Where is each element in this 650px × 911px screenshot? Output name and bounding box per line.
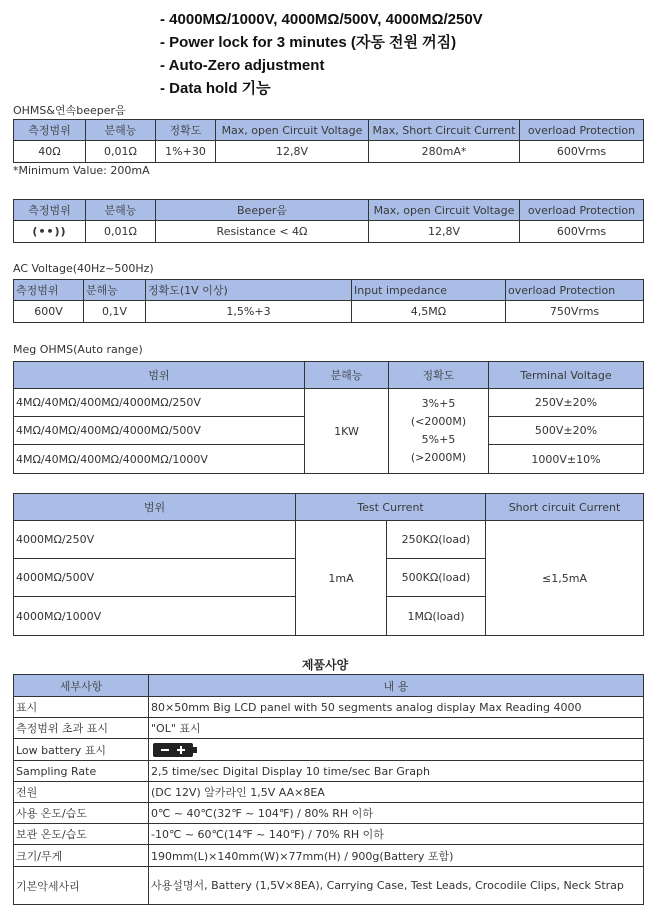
table-cell: 500KΩ(load) — [387, 559, 486, 597]
table-cell: 1KW — [305, 389, 389, 474]
ohms-caption: OHMS&연속beeper음 — [13, 104, 126, 117]
table-header: Max, Short Circuit Current — [369, 120, 520, 141]
spec-label: 크기/무게 — [14, 845, 149, 867]
feature-item: - Data hold 기능 — [160, 80, 271, 97]
table-cell: 4000MΩ/500V — [14, 559, 296, 597]
spec-label: 표시 — [14, 697, 149, 718]
table-cell: 1MΩ(load) — [387, 597, 486, 636]
table-header: Max, open Circuit Voltage — [216, 120, 369, 141]
table-header: Test Current — [296, 494, 486, 521]
table-cell: 4000MΩ/1000V — [14, 597, 296, 636]
spec-label: Sampling Rate — [14, 761, 149, 782]
table-row — [14, 389, 644, 417]
table-row — [14, 521, 644, 559]
spec-value: 0℃ ~ 40℃(32℉ ~ 104℉) / 80% RH 이하 — [149, 803, 644, 824]
table-header: 측정범위 — [14, 120, 86, 141]
spec-value: -10℃ ~ 60℃(14℉ ~ 140℉) / 70% RH 이하 — [149, 824, 644, 845]
table-cell: 1000V±10% — [489, 445, 644, 474]
table-cell: 600Vrms — [520, 221, 644, 243]
ohms-table — [13, 119, 644, 163]
ohms-note: *Minimum Value: 200mA — [13, 164, 150, 177]
table-cell: 600V — [14, 301, 84, 323]
table-header: overload Protection — [520, 200, 644, 221]
feature-item: - Auto-Zero adjustment — [160, 57, 325, 74]
accuracy-line: 5%+5 — [421, 433, 456, 446]
table-row — [14, 867, 644, 905]
table-cell: 40Ω — [14, 141, 86, 163]
table-header: Beeper음 — [156, 200, 369, 221]
spec-label: 사용 온도/습도 — [14, 803, 149, 824]
table-row — [14, 803, 644, 824]
table-header: overload Protection — [520, 120, 644, 141]
table-header: 분해능 — [86, 200, 156, 221]
spec-value: 사용설명서, Battery (1,5V×8EA), Carrying Case, Test Leads, Crocodile Clips, Neck Strap — [149, 867, 644, 905]
table-cell: 12,8V — [369, 221, 520, 243]
table-header: 분해능 — [84, 280, 146, 301]
table-cell: 4MΩ/40MΩ/400MΩ/4000MΩ/500V — [14, 417, 305, 445]
table-header: 측정범위 — [14, 200, 86, 221]
spec-table — [13, 674, 644, 905]
table-cell: 0,01Ω — [86, 221, 156, 243]
table-row — [14, 824, 644, 845]
table-cell: Resistance < 4Ω — [156, 221, 369, 243]
table-cell: ≤1,5mA — [486, 521, 644, 636]
spec-label: 기본악세사리 — [14, 867, 149, 905]
spec-value: (DC 12V) 알카라인 1,5V AA×8EA — [149, 782, 644, 803]
spec-title: 제품사양 — [301, 658, 349, 672]
table-cell: 1mA — [296, 521, 387, 636]
table-cell: 1,5%+3 — [146, 301, 352, 323]
table-cell: 280mA* — [369, 141, 520, 163]
spec-value: 190mm(L)×140mm(W)×77mm(H) / 900g(Battery 포함) — [149, 845, 644, 867]
beeper-icon: (••)) — [14, 221, 86, 243]
spec-label: Low battery 표시 — [14, 739, 149, 761]
meg-caption: Meg OHMS(Auto range) — [13, 343, 143, 356]
feature-item: - Power lock for 3 minutes (자동 전원 꺼짐) — [160, 34, 457, 51]
test-current-table — [13, 493, 644, 636]
table-header: 정확도 — [389, 362, 489, 389]
table-row — [14, 221, 644, 243]
table-cell: 600Vrms — [520, 141, 644, 163]
table-cell: 4,5MΩ — [352, 301, 506, 323]
feature-list — [160, 8, 483, 100]
table-header: 정확도 — [156, 120, 216, 141]
table-header: 분해능 — [86, 120, 156, 141]
acv-table — [13, 279, 644, 323]
table-header: Terminal Voltage — [489, 362, 644, 389]
table-row — [14, 301, 644, 323]
spec-value — [149, 739, 644, 761]
accuracy-line: 3%+5 — [421, 397, 456, 410]
table-cell: 0,01Ω — [86, 141, 156, 163]
table-row — [14, 761, 644, 782]
table-row — [14, 845, 644, 867]
table-cell: 1%+30 — [156, 141, 216, 163]
table-row — [14, 739, 644, 761]
table-cell: 500V±20% — [489, 417, 644, 445]
spec-value: 2,5 time/sec Digital Display 10 time/sec Bar Graph — [149, 761, 644, 782]
table-cell: 250KΩ(load) — [387, 521, 486, 559]
table-header: overload Protection — [506, 280, 644, 301]
table-header: 세부사항 — [14, 675, 149, 697]
table-cell: 12,8V — [216, 141, 369, 163]
table-cell: 4MΩ/40MΩ/400MΩ/4000MΩ/1000V — [14, 445, 305, 474]
table-header: Input impedance — [352, 280, 506, 301]
table-header: Short circuit Current — [486, 494, 644, 521]
table-header: 범위 — [14, 494, 296, 521]
spec-value: "OL" 표시 — [149, 718, 644, 739]
spec-label: 측정범위 초과 표시 — [14, 718, 149, 739]
table-header: 측정범위 — [14, 280, 84, 301]
table-row — [14, 718, 644, 739]
table-cell: 4MΩ/40MΩ/400MΩ/4000MΩ/250V — [14, 389, 305, 417]
table-cell: 750Vrms — [506, 301, 644, 323]
acv-caption: AC Voltage(40Hz~500Hz) — [13, 262, 154, 275]
spec-label: 전원 — [14, 782, 149, 803]
table-row — [14, 782, 644, 803]
beeper-table — [13, 199, 644, 243]
table-cell: 250V±20% — [489, 389, 644, 417]
feature-item: - 4000MΩ/1000V, 4000MΩ/500V, 4000MΩ/250V — [160, 11, 483, 28]
table-header: 범위 — [14, 362, 305, 389]
table-cell: 0,1V — [84, 301, 146, 323]
table-header: Max, open Circuit Voltage — [369, 200, 520, 221]
meg-table — [13, 361, 644, 474]
spec-value: 80×50mm Big LCD panel with 50 segments analog display Max Reading 4000 — [149, 697, 644, 718]
table-header: 정확도(1V 이상) — [146, 280, 352, 301]
battery-icon — [153, 743, 193, 757]
table-cell: 4000MΩ/250V — [14, 521, 296, 559]
table-header: 분해능 — [305, 362, 389, 389]
accuracy-cell — [389, 389, 489, 474]
table-row — [14, 141, 644, 163]
accuracy-line: (>2000M) — [410, 451, 467, 464]
accuracy-line: (<2000M) — [410, 415, 467, 428]
table-row — [14, 697, 644, 718]
table-header: 내 용 — [149, 675, 644, 697]
spec-label: 보관 온도/습도 — [14, 824, 149, 845]
